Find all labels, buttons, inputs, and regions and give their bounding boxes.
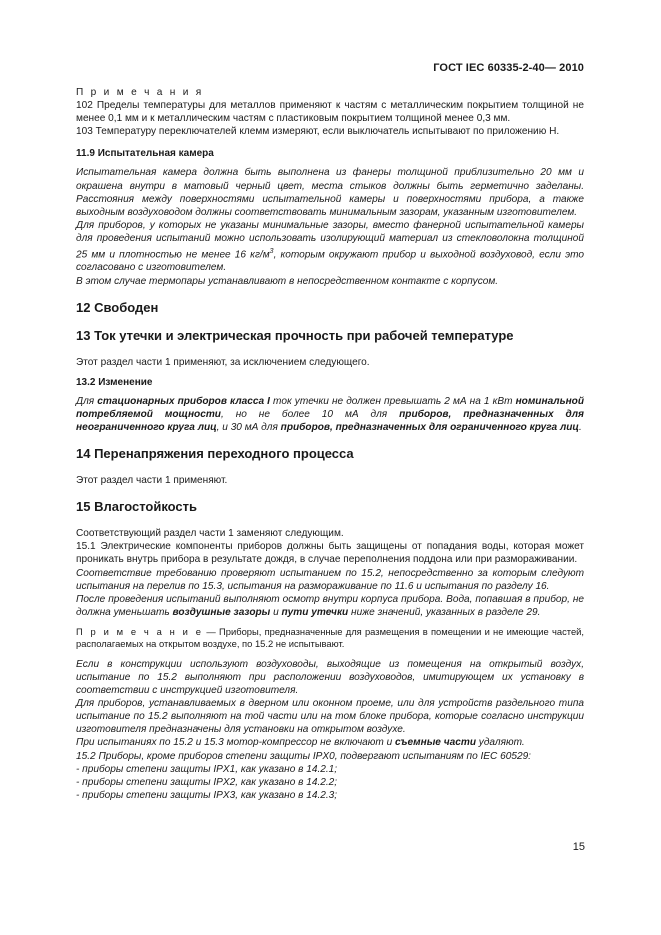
section-12-title: 12 Свободен — [76, 299, 159, 315]
note-label: П р и м е ч а н и е — [76, 625, 204, 637]
p13-d: номинальной потребляемой мощности — [76, 395, 585, 420]
section-14-intro: Этот раздел части 1 применяют. — [76, 475, 228, 487]
section-15-note — [76, 626, 584, 651]
section-15-compliance: Соответствие требованию проверяют испытанием по 15.2, непосредственно за которым следуют испытания на перелив по 15.3, испытания на размораживание по 11.6 и испытания по разделу 16. — [76, 567, 584, 592]
p13-f: приборов, предназначенных для неограниченного круга лиц — [76, 408, 584, 434]
section-11-9-paragraph-2 — [76, 219, 584, 275]
p13-i: . — [578, 422, 582, 434]
p13-b: стационарных приборов класса I — [97, 395, 270, 407]
section-11-9-paragraph-1: Испытательная камера должна быть выполнена из фанеры толщиной приблизительно 20 мм и окрашена внутри в матовый черный цвет, места стыков должны быть герметично заделаны. Расстояния между поверхностями испытательной камеры и поверхностями прибора, а также выходным воздуховодом должны соответствовать минимальным зазорам, указанным изготовителем. — [76, 167, 584, 218]
section-15-motor — [76, 736, 584, 749]
section-15-after-test — [76, 593, 584, 619]
notes-label: П р и м е ч а н и я — [76, 87, 204, 98]
motor-c: удаляют. — [475, 737, 525, 749]
section-15-intro: Соответствующий раздел части 1 заменяют следующим. — [76, 528, 344, 540]
section-13-title: 13 Ток утечки и электрическая прочность при рабочей температуре — [76, 327, 514, 343]
section-13-2-paragraph — [76, 395, 584, 434]
p13-g: , и 30 мА для — [216, 422, 281, 434]
section-14-title: 14 Перенапряжения переходного процесса — [76, 446, 354, 462]
page-content — [76, 86, 584, 802]
note-text: — Приборы, предназначенные для размещения в помещении и не имеющие частей, располагаемых на открытом воздухе, по 15.2 не испытывают. — [76, 625, 584, 650]
list-item: - приборы степени защиты IPX3, как указано в 14.2.3; — [76, 789, 338, 801]
section-13-2-title: 13.2 Изменение — [76, 376, 153, 388]
motor-a: При испытаниях по 15.2 и 15.3 мотор-компрессор не включают и — [76, 737, 396, 749]
after-a: После проведения испытаний выполняют осмотр внутри корпуса прибора. Вода, попавшая в прибор, не должна уменьшать — [76, 593, 584, 618]
after-c: и — [270, 606, 282, 618]
motor-b: съемные части — [395, 737, 476, 749]
section-15-ducts: Если в конструкции используют воздуховоды, выходящие из помещения на открытый воздух, испытание по 15.2 выполняют при расположении воздуховодов, имитирующем их установку в соответствии с инструкцией изготовителя. — [76, 658, 584, 697]
section-15-2: 15.2 Приборы, кроме приборов степени защиты IPX0, подвергают испытаниям по IEC 60529: — [76, 750, 531, 762]
note-102: 102 Пределы температуры для металлов применяют к частям с металлическим покрытием толщиной не менее 0,1 мм и к металлическим частям с пластиковым покрытием толщиной менее 0,3 мм. — [76, 100, 584, 125]
p13-e: , но не более 10 мА для — [220, 408, 400, 420]
section-13-intro: Этот раздел части 1 применяют, за исключением следующего. — [76, 356, 370, 368]
p2-part-b: , которым окружают прибор и выходной воздуховод, если это согласовано с изготовителем. — [76, 249, 584, 274]
list-item: - приборы степени защиты IPX2, как указано в 14.2.2; — [76, 776, 338, 788]
after-d: пути утечки — [281, 606, 349, 618]
document-code: ГОСТ IEC 60335-2-40— 2010 — [433, 62, 584, 74]
note-103: 103 Температуру переключателей клемм измеряют, если выключатель испытывают по приложению Н. — [76, 126, 560, 138]
section-11-9-paragraph-3: В этом случае термопары устанавливают в непосредственном контакте с корпусом. — [76, 275, 499, 287]
page-number: 15 — [572, 841, 585, 853]
p13-h: приборов, предназначенных для ограниченного круга лиц — [280, 422, 579, 434]
section-15-title: 15 Влагостойкость — [76, 499, 198, 515]
section-11-9-title: 11.9 Испытательная камера — [76, 148, 214, 160]
p2-part-a: Для приборов, у которых не указаны минимальные зазоры, вместо фанерной испытательной камеры для проведения испытаний можно использовать изолирующий материал из стекловолокна толщиной 25 мм и плотностью не менее 16 кг/м — [76, 219, 584, 261]
after-b: воздушные зазоры — [172, 606, 271, 618]
list-item: - приборы степени защиты IPX1, как указано в 14.2.1; — [76, 763, 338, 775]
p13-a: Для — [76, 395, 98, 407]
section-15-1: 15.1 Электрические компоненты приборов должны быть защищены от попадания воды, которая может проникать внутрь прибора в результате дождя, в случае переполнения поддона или при размораживании. — [76, 541, 584, 566]
p2-superscript: 3 — [269, 248, 274, 256]
section-15-doors: Для приборов, устанавливаемых в дверном или оконном проеме, или для устройств раздельного типа испытание по 15.2 выполняют на той части или на том блоке прибора, которые согласно инструкции изготовителя предназначены для установки на открытом воздухе. — [76, 698, 584, 736]
p13-c: ток утечки не должен превышать 2 мА на 1 кВт — [269, 395, 516, 407]
after-e: ниже значений, указанных в разделе 29. — [348, 606, 541, 618]
